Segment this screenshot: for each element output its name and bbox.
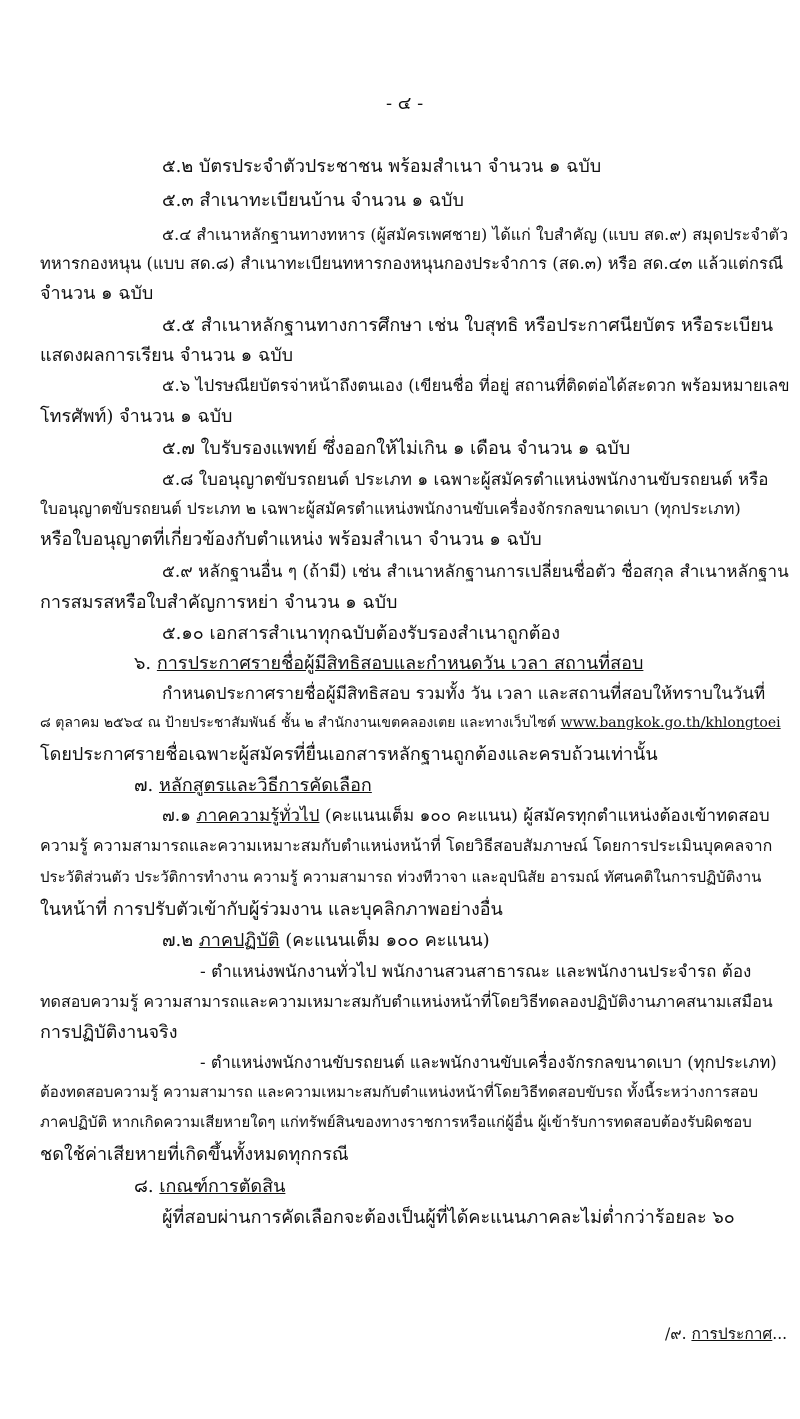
item-7-2-title: ภาคปฏิบัติ	[198, 930, 280, 951]
item-5-9-line-1: ๕.๙ หลักฐานอื่น ๆ (ถ้ามี) เช่น สำเนาหลักฐานการเปลี่ยนชื่อตัว ชื่อสกุล สำเนาหลักฐาน	[162, 562, 789, 582]
item-7-1-number: ๗.๑	[162, 806, 191, 826]
continuation-suffix: ...	[772, 1325, 788, 1343]
section-6-number: ๖.	[134, 653, 152, 674]
item-5-8-line-2: ใบอนุญาตขับรถยนต์ ประเภท ๒ เฉพาะผู้สมัครตำแหน่งพนักงานขับเครื่องจักรกลขนาดเบา (ทุกประเภท)	[40, 499, 741, 518]
section-8-heading	[134, 1178, 285, 1196]
section-8-line-1: ผู้ที่สอบผ่านการคัดเลือกจะต้องเป็นผู้ที่ได้คะแนนภาคละไม่ต่ำกว่าร้อยละ ๖๐	[162, 1207, 735, 1228]
item-5-6-line-1: ๕.๖ ไปรษณียบัตรจ่าหน้าถึงตนเอง (เขียนชื่อ ที่อยู่ สถานที่ติดต่อได้สะดวก พร้อมหมายเลข	[162, 376, 790, 395]
item-7-1-title: ภาคความรู้ทั่วไป	[196, 806, 320, 826]
website-link[interactable]: www.bangkok.go.th/khlongtoei	[560, 715, 781, 731]
continuation-title: การประกาศ	[691, 1325, 773, 1343]
item-7-1-line-4: ในหน้าที่ การปรับตัวเข้ากับผู้ร่วมงาน และบุคลิกภาพอย่างอื่น	[40, 899, 503, 920]
item-5-8-line-3: หรือใบอนุญาตที่เกี่ยวข้องกับตำแหน่ง พร้อมสำเนา จำนวน ๑ ฉบับ	[40, 529, 542, 550]
item-5-4-line-3: จำนวน ๑ ฉบับ	[40, 283, 154, 304]
item-7-1-rest: (คะแนนเต็ม ๑๐๐ คะแนน) ผู้สมัครทุกตำแหน่งต้องเข้าทดสอบ	[319, 806, 770, 826]
section-6-line-2	[40, 716, 781, 730]
section-6-heading	[134, 655, 643, 673]
section-6-line-2-text: ๘ ตุลาคม ๒๕๖๔ ณ ป้ายประชาสัมพันธ์ ชั้น ๒ สำนักงานเขตคลองเตย และทางเว็บไซต์	[40, 715, 557, 731]
item-7-2-line-1	[162, 932, 490, 950]
section-6-line-3: โดยประกาศรายชื่อเฉพาะผู้สมัครที่ยื่นเอกสารหลักฐานถูกต้องและครบถ้วนเท่านั้น	[40, 744, 658, 765]
section-7-title: หลักสูตรและวิธีการคัดเลือก	[159, 775, 372, 796]
item-5-8-line-1: ๕.๘ ใบอนุญาตขับรถยนต์ ประเภท ๑ เฉพาะผู้สมัครตำแหน่งพนักงานขับรถยนต์ หรือ	[162, 470, 769, 490]
section-6-line-1: กำหนดประกาศรายชื่อผู้มีสิทธิสอบ รวมทั้ง วัน เวลา และสถานที่สอบให้ทราบในวันที่	[162, 684, 766, 704]
item-5-3: ๕.๓ สำเนาทะเบียนบ้าน จำนวน ๑ ฉบับ	[162, 190, 464, 211]
item-5-6-line-2: โทรศัพท์) จำนวน ๑ ฉบับ	[40, 406, 233, 427]
item-7-1-line-2: ความรู้ ความสามารถและความเหมาะสมกับตำแหน่งหน้าที่ โดยวิธีสอบสัมภาษณ์ โดยการประเมินบุคคลจาก	[40, 836, 773, 855]
section-8-number: ๘.	[134, 1176, 154, 1197]
section-8-title: เกณฑ์การตัดสิน	[159, 1176, 286, 1197]
item-7-2b-line-3: ภาคปฏิบัติ หากเกิดความเสียหายใดๆ แก่ทรัพย์สินของทางราชการหรือแก่ผู้อื่น ผู้เข้ารับการทดสอบต้องรับผิดชอบ	[40, 1113, 752, 1131]
continuation-marker	[665, 1327, 787, 1343]
item-5-4-line-2: ทหารกองหนุน (แบบ สด.๘) สำเนาทะเบียนทหารกองหนุนกองประจำการ (สด.๓) หรือ สด.๔๓ แล้วแต่กรณี	[40, 254, 784, 273]
item-5-5-line-1: ๕.๕ สำเนาหลักฐานทางการศึกษา เช่น ใบสุทธิ หรือประกาศนียบัตร หรือระเบียน	[162, 315, 774, 336]
item-5-9-line-2: การสมรสหรือใบสำคัญการหย่า จำนวน ๑ ฉบับ	[40, 592, 398, 613]
item-7-1-line-1	[162, 808, 770, 825]
item-7-2-number: ๗.๒	[162, 930, 194, 951]
item-7-2a-line-2: ทดสอบความรู้ ความสามารถและความเหมาะสมกับตำแหน่งหน้าที่โดยวิธีทดลองปฏิบัติงานภาคสนามเสมือน	[40, 992, 773, 1011]
item-5-4-line-1: ๕.๔ สำเนาหลักฐานทางทหาร (ผู้สมัครเพศชาย) ได้แก่ ใบสำคัญ (แบบ สด.๙) สมุดประจำตัว	[162, 225, 789, 244]
page-number: - ๔ -	[386, 93, 424, 114]
item-7-2b-line-2: ต้องทดสอบความรู้ ความสามารถ และความเหมาะสมกับตำแหน่งหน้าที่โดยวิธีทดสอบขับรถ ทั้งนี้ระหว่างการสอบ	[40, 1083, 759, 1101]
section-6-title: การประกาศรายชื่อผู้มีสิทธิสอบและกำหนดวัน เวลา สถานที่สอบ	[156, 653, 644, 674]
continuation-prefix: /๙.	[665, 1325, 692, 1343]
item-5-2: ๕.๒ บัตรประจำตัวประชาชน พร้อมสำเนา จำนวน ๑ ฉบับ	[162, 156, 602, 177]
item-7-2-rest: (คะแนนเต็ม ๑๐๐ คะแนน)	[279, 930, 490, 951]
item-7-2a-line-1: - ตำแหน่งพนักงานทั่วไป พนักงานสวนสาธารณะ และพนักงานประจำรถ ต้อง	[200, 962, 752, 982]
item-5-10: ๕.๑๐ เอกสารสำเนาทุกฉบับต้องรับรองสำเนาถูกต้อง	[162, 623, 561, 644]
item-7-1-line-3: ประวัติส่วนตัว ประวัติการทำงาน ความรู้ ความสามารถ ท่วงทีวาจา และอุปนิสัย อารมณ์ ทัศนคติในการปฏิบัติงาน	[40, 868, 762, 886]
section-7-heading	[134, 777, 372, 795]
section-7-number: ๗.	[134, 775, 154, 796]
item-7-2b-line-4: ชดใช้ค่าเสียหายที่เกิดขึ้นทั้งหมดทุกกรณี	[40, 1144, 349, 1165]
item-7-2a-line-3: การปฏิบัติงานจริง	[40, 1022, 178, 1043]
item-7-2b-line-1: - ตำแหน่งพนักงานขับรถยนต์ และพนักงานขับเครื่องจักรกลขนาดเบา (ทุกประเภท)	[200, 1053, 777, 1072]
item-5-7: ๕.๗ ใบรับรองแพทย์ ซึ่งออกให้ไม่เกิน ๑ เดือน จำนวน ๑ ฉบับ	[162, 438, 631, 459]
item-5-5-line-2: แสดงผลการเรียน จำนวน ๑ ฉบับ	[40, 345, 294, 366]
